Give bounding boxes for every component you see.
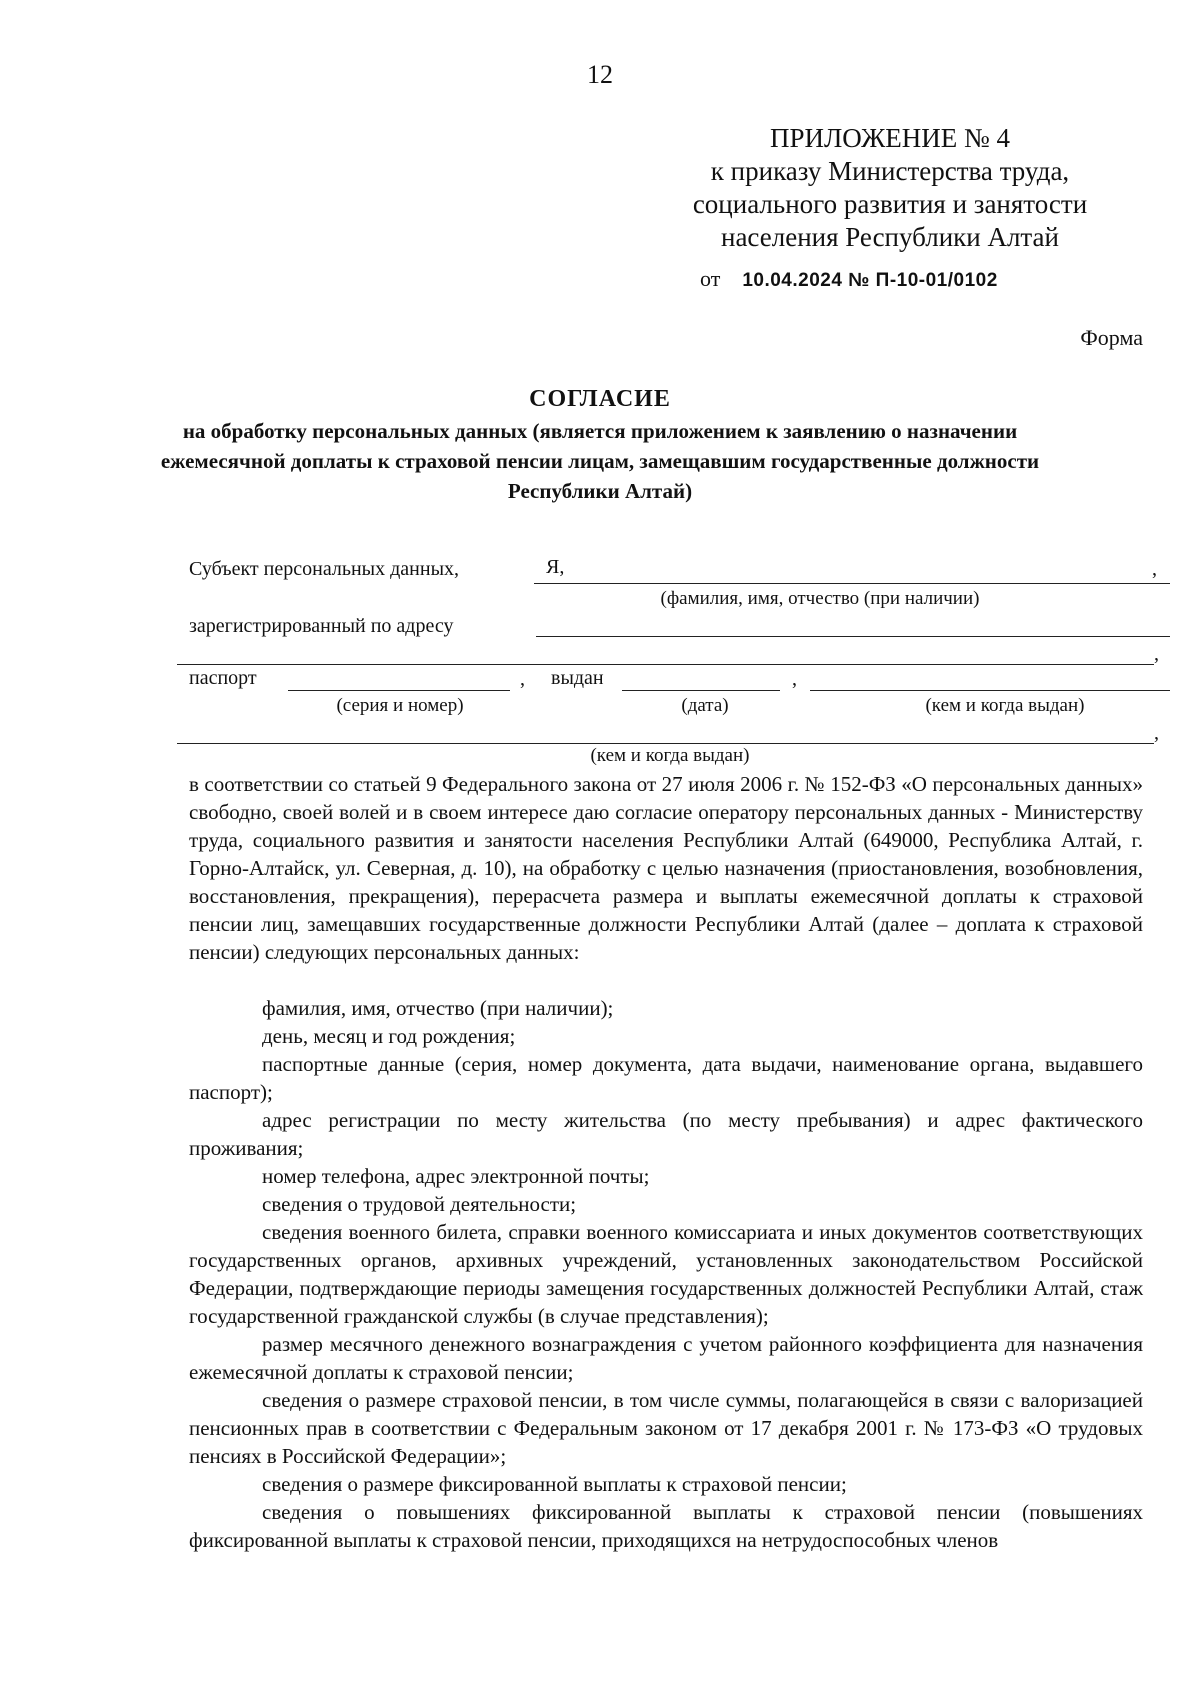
date-hint: (дата): [681, 695, 729, 716]
main-paragraph: в соответствии со статьей 9 Федерального закона от 27 июля 2006 г. № 152-ФЗ «О персональных данных» свободно, своей волей и в своем интересе даю согласие оператору персональных данных - Министерству труда, социального развития и занятости населения Республики Алтай (649000, Республика Алтай, г. Горно-Алтайск, ул. Северная, д. 10), на обработку с целью назначения (приостановления, возобновления, восстановления, прекращения), перерасчета размера и выплаты ежемесячной доплаты к страховой пенсии лиц, замещавших государственные должности Республики Алтай (далее – доплата к страховой пенсии) следующих персональных данных:: [189, 772, 1143, 964]
order-reference: [700, 266, 998, 292]
list-item: сведения о повышениях фиксированной выплаты к страховой пенсии (повышениях фиксированной выплаты к страховой пенсии, приходящихся на нетрудоспособных членов: [189, 1500, 1143, 1552]
list-item: сведения военного билета, справки военного комиссариата и иных документов соответствующих государственных органов, архивных учреждений, установленных законодательством Российской Федерации, подтверждающие периоды замещения государственных должностей Республики Алтай, стаж государственной гражданской службы (в случае представления);: [189, 1220, 1143, 1328]
passport-series-input-line[interactable]: [288, 690, 510, 691]
issuer-comma: ,: [1154, 722, 1159, 744]
address-input-line[interactable]: [536, 636, 1170, 637]
fio-input-line[interactable]: [534, 583, 1170, 584]
issued-label: выдан: [551, 667, 604, 689]
appendix-title: ПРИЛОЖЕНИЕ № 4: [769, 123, 1011, 153]
document-title: СОГЛАСИЕ: [529, 386, 671, 412]
address-label: зарегистрированный по адресу: [189, 615, 454, 637]
appendix-line-1: к приказу Министерства труда,: [710, 156, 1070, 186]
list-item: паспортные данные (серия, номер документа, дата выдачи, наименование органа, выдавшего паспорт);: [189, 1052, 1143, 1104]
subject-prefix: Я,: [546, 556, 565, 578]
form-label: Форма: [1080, 325, 1143, 350]
appendix-header: [670, 122, 1110, 254]
document-subtitle: на обработку персональных данных (является приложением к заявлению о назначении ежемесячной доплаты к страховой пенсии лицам, замещавшим государственные должности Республики Алтай): [160, 419, 1040, 503]
list-item: размер месячного денежного вознаграждения с учетом районного коэффициента для назначения ежемесячной доплаты к страховой пенсии;: [189, 1332, 1143, 1384]
subject-label: Субъект персональных данных,: [189, 558, 460, 580]
passport-label: паспорт: [189, 667, 257, 689]
appendix-line-2: социального развития и занятости: [692, 189, 1088, 219]
issuer-hint: (кем и когда выдан): [925, 695, 1085, 716]
passport-comma: ,: [520, 668, 525, 690]
issuer-hint-2: (кем и когда выдан): [590, 745, 750, 766]
data-items-list: [189, 994, 1143, 1554]
order-number: 10.04.2024 № П-10-01/0102: [742, 270, 998, 291]
issuer-input-line[interactable]: [810, 690, 1170, 691]
list-item: сведения о трудовой деятельности;: [262, 1192, 577, 1216]
page-number: 12: [587, 60, 613, 89]
list-item: фамилия, имя, отчество (при наличии);: [262, 996, 614, 1020]
issue-date-input-line[interactable]: [622, 690, 780, 691]
list-item: сведения о размере фиксированной выплаты к страховой пенсии;: [262, 1472, 847, 1496]
address-input-line-2[interactable]: [177, 664, 1154, 665]
issuer-input-line-2[interactable]: [177, 743, 1154, 744]
list-item: день, месяц и год рождения;: [262, 1024, 516, 1048]
fio-hint: (фамилия, имя, отчество (при наличии): [660, 588, 980, 609]
list-item: номер телефона, адрес электронной почты;: [262, 1164, 650, 1188]
list-item: адрес регистрации по месту жительства (по месту пребывания) и адрес фактического проживания;: [189, 1108, 1143, 1160]
order-from-label: от: [700, 266, 721, 291]
address-comma: ,: [1154, 643, 1159, 665]
series-hint: (серия и номер): [336, 695, 464, 716]
fio-comma: ,: [1152, 558, 1157, 580]
appendix-line-3: населения Республики Алтай: [721, 222, 1059, 252]
date-comma: ,: [792, 668, 797, 690]
list-item: сведения о размере страховой пенсии, в том числе суммы, полагающейся в связи с валоризацией пенсионных прав в соответствии с Федеральным законом от 17 декабря 2001 г. № 173-ФЗ «О трудовых пенсиях в Российской Федерации»;: [189, 1388, 1143, 1468]
